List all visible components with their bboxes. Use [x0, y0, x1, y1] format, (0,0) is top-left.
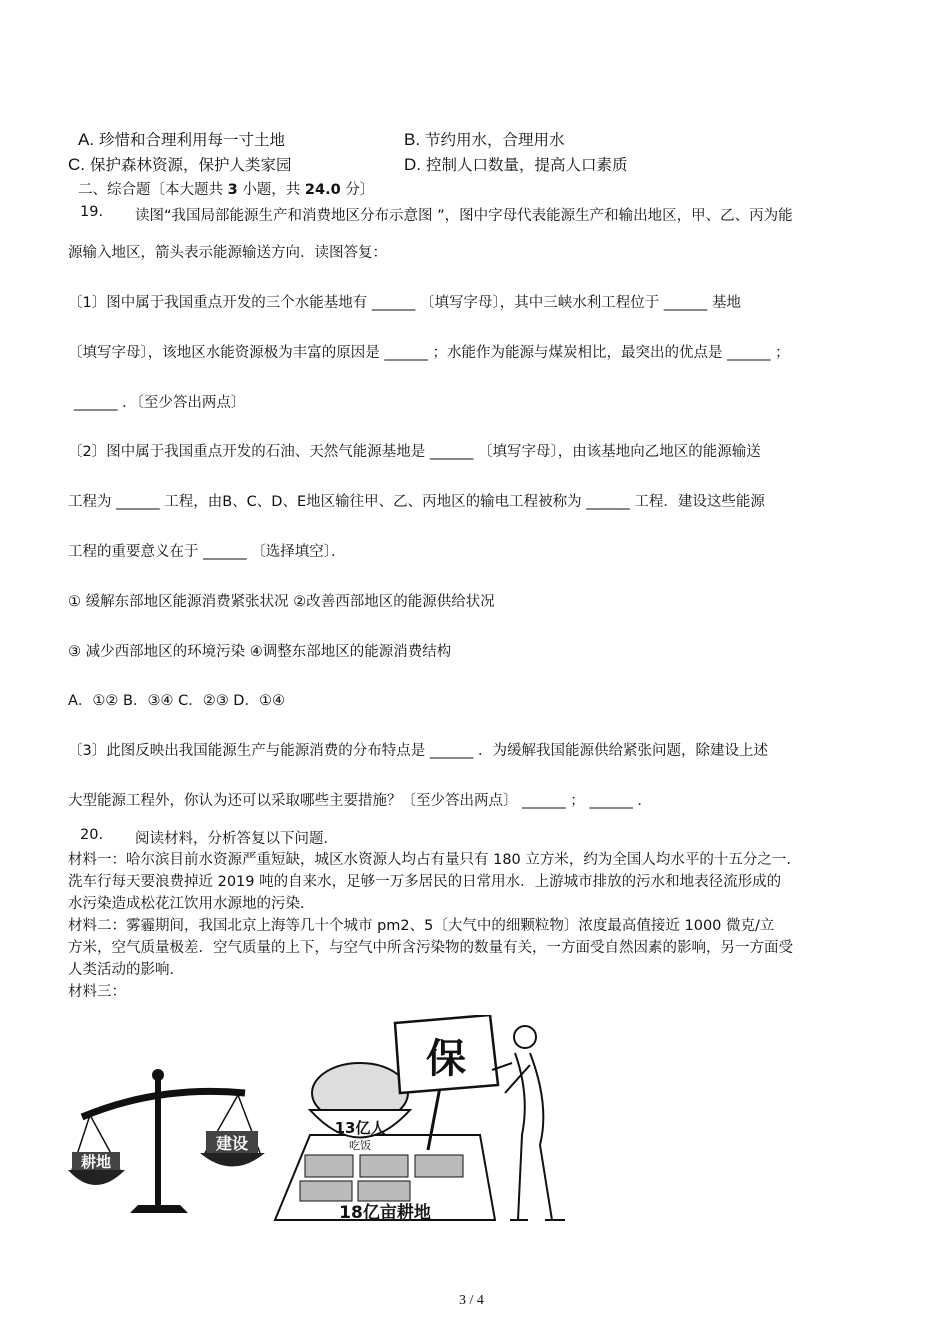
section-score: 24.0: [304, 182, 341, 198]
q20-material3-label: 材料三：: [68, 984, 126, 1000]
q19-part1-line3: ______ ．〔至少答出两点〕: [74, 395, 246, 411]
option-d: [404, 153, 627, 175]
q20-material2-line2: 方米，空气质量极差．空气质量的上下，与空气中所含污染物的数量有关，一方面受自然因素的影响，另一方面受: [68, 940, 793, 956]
q20-material2-line3: 人类活动的影响．: [68, 962, 184, 978]
section-heading: 二、综合题〔本大题共 3 小题，共 24.0 分〕: [78, 182, 375, 198]
q20-intro: 阅读材料，分析答复以下问题．: [135, 831, 338, 847]
q19-choices: A．①② B．③④ C．②③ D．①④: [68, 693, 285, 709]
q19-part1-line2: 〔填写字母〕，该地区水能资源极为丰富的原因是 ______ ；水能作为能源与煤炭相比，最突出的优点是 ______ ；: [68, 345, 790, 361]
option-a-text: 珍惜和合理利用每一寸土地: [99, 131, 286, 149]
page-number: 3 / 4: [459, 1293, 484, 1308]
q19-choice-line1: ① 缓解东部地区能源消费紧张状况 ②改善西部地区的能源供给状况: [68, 594, 495, 610]
q19-intro-line1: 读图“我国局部能源生产和消费地区分布示意图 ”，图中字母代表能源生产和输出地区，甲、乙、丙为能: [135, 208, 793, 224]
q20-material1: [68, 849, 801, 915]
cartoon-illustration: [60, 1015, 590, 1230]
q20-material1-line1: 材料一：哈尔滨目前水资源严重短缺，城区水资源人均占有量只有 180 立方米，约为全国人均水平的十五分之一．: [68, 852, 801, 868]
option-d-letter: D.: [404, 155, 421, 174]
option-d-text: 控制人口数量，提高人口素质: [425, 156, 628, 174]
q19-part2-line1: 〔2〕图中属于我国重点开发的石油、天然气能源基地是 ______ 〔填写字母〕，由该基地向乙地区的能源输送: [68, 444, 761, 460]
q19-part3-line1: 〔3〕此图反映出我国能源生产与能源消费的分布特点是 ______ ．为缓解我国能源供给紧张问题，除建设上述: [68, 743, 768, 759]
option-b-letter: B.: [404, 130, 421, 149]
option-c: [68, 153, 291, 175]
left-pan-label: 耕地: [80, 1153, 112, 1171]
right-pan-label: 建设: [215, 1134, 249, 1153]
bowl-sublabel: 吃饭: [349, 1139, 371, 1152]
q19-part1-line1: 〔1〕图中属于我国重点开发的三个水能基地有 ______ 〔填写字母〕，其中三峡水利工程位于 ______ 基地: [68, 295, 741, 311]
balance-scale: [68, 1069, 265, 1213]
q19-intro-line2: 源输入地区，箭头表示能源输送方向．读图答复：: [68, 245, 387, 261]
option-c-text: 保护森林资源，保护人类家园: [89, 156, 292, 174]
q20-material1-line2: 洗车行每天要浪费掉近 2019 吨的自来水，足够一万多居民的日常用水．上游城市排放的污水和地表径流形成的: [68, 874, 782, 890]
section-count: 3: [227, 182, 238, 198]
option-b: [404, 128, 565, 150]
option-a: [78, 128, 285, 150]
field-label: 18亿亩耕地: [339, 1203, 431, 1223]
q19-number: 19.: [80, 204, 104, 220]
bowl-label: 13亿人: [334, 1119, 386, 1137]
option-b-text: 节约用水，合理用水: [425, 131, 565, 149]
option-c-letter: C.: [68, 155, 85, 174]
option-a-letter: A.: [78, 130, 95, 149]
q20-number: 20.: [80, 827, 104, 843]
protect-sign: [395, 1015, 498, 1150]
q19-choice-line2: ③ 减少西部地区的环境污染 ④调整东部地区的能源消费结构: [68, 644, 452, 660]
sign-label: 保: [426, 1036, 466, 1082]
q20-material2: [68, 915, 793, 981]
q19-part2-line3: 工程的重要意义在于 ______ 〔选择填空〕．: [68, 544, 346, 560]
q20-material2-line1: 材料二：雾霾期间，我国北京上海等几十个城市 pm2、5〔大气中的细颗粒物〕浓度最高值接近 1000 微克/立: [68, 918, 775, 934]
q19-part3-line2: 大型能源工程外，你认为还可以采取哪些主要措施？〔至少答出两点〕 ______ ； ______ ．: [68, 793, 652, 809]
q19-part2-line2: 工程为 ______ 工程，由B、C、D、E地区输往甲、乙、丙地区的输电工程被称为 ______ 工程．建设这些能源: [68, 494, 765, 510]
person-figure: [492, 1026, 565, 1220]
q20-material1-line3: 水污染造成松花江饮用水源地的污染．: [68, 896, 315, 912]
